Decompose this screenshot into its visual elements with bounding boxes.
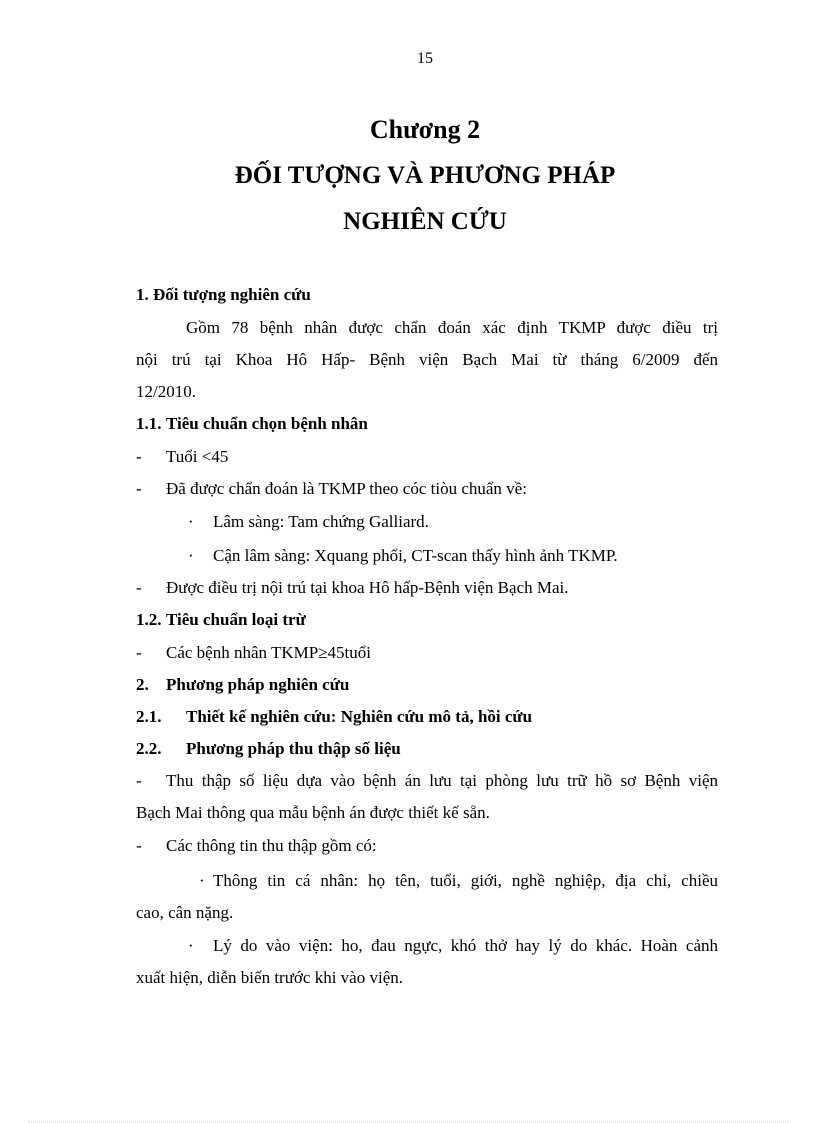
section-2-title: Phương pháp nghiên cứu bbox=[166, 675, 350, 694]
exclusion-item: Các bệnh nhân TKMP≥45tuổi bbox=[166, 643, 371, 662]
collected-info-intro: Các thông tin thu thập gồm có: bbox=[166, 836, 377, 855]
section-1-paragraph-line-3: 12/2010. bbox=[136, 382, 196, 401]
criteria-item-diagnosis: Đã được chẩn đoán là TKMP theo cóc tiòu chuẩn về: bbox=[166, 479, 527, 498]
bullet-dot: · bbox=[188, 512, 194, 531]
bullet-dash: - bbox=[136, 771, 142, 790]
section-1-1-number: 1.1. bbox=[136, 414, 162, 433]
section-2-1-number: 2.1. bbox=[136, 707, 162, 726]
section-1-heading: 1. Đối tượng nghiên cứu bbox=[136, 285, 311, 304]
bullet-dot: · bbox=[199, 871, 205, 890]
section-2-2-number: 2.2. bbox=[136, 739, 162, 758]
page-number: 15 bbox=[417, 50, 433, 67]
bullet-dash: - bbox=[136, 479, 142, 498]
section-1-2-title: Tiêu chuẩn loại trừ bbox=[166, 610, 306, 629]
criteria-item-age: Tuổi <45 bbox=[166, 447, 229, 466]
admission-reason-line-2: xuất hiện, diễn biến trước khi vào viện. bbox=[136, 968, 403, 987]
criteria-subitem-clinical: Lâm sàng: Tam chứng Galliard. bbox=[213, 512, 429, 531]
chapter-title-line-2: NGHIÊN CỨU bbox=[343, 208, 507, 235]
section-1-2-number: 1.2. bbox=[136, 610, 162, 629]
data-collection-line-1: Thu thập số liệu dựa vào bệnh án lưu tại phòng lưu trữ hồ sơ Bệnh viện bbox=[166, 771, 718, 790]
admission-reason-line-1: Lý do vào viện: ho, đau ngực, khó thở hay lý do khác. Hoàn cảnh bbox=[213, 936, 718, 955]
section-1-paragraph-line-1: Gồm 78 bệnh nhân được chẩn đoán xác định TKMP được điều trị bbox=[186, 318, 718, 337]
chapter-title-line-1: ĐỐI TƯỢNG VÀ PHƯƠNG PHÁP bbox=[234, 162, 616, 189]
section-2-number: 2. bbox=[136, 675, 149, 694]
data-collection-line-2: Bạch Mai thông qua mẫu bệnh án được thiết kế sẵn. bbox=[136, 803, 490, 822]
criteria-subitem-paraclinical: Cận lâm sàng: Xquang phổi, CT-scan thấy hình ảnh TKMP. bbox=[213, 546, 618, 565]
section-1-1-title: Tiêu chuẩn chọn bệnh nhân bbox=[166, 414, 368, 433]
section-2-1-title: Thiết kế nghiên cứu: Nghiên cứu mô tả, hồi cứu bbox=[186, 707, 533, 726]
bullet-dash: - bbox=[136, 578, 142, 597]
personal-info-line-2: cao, cân nặng. bbox=[136, 903, 234, 922]
section-1-paragraph-line-2: nội trú tại Khoa Hô Hấp- Bệnh viện Bạch Mai từ tháng 6/2009 đến bbox=[136, 350, 718, 369]
personal-info-line-1: Thông tin cá nhân: họ tên, tuổi, giới, nghề nghiệp, địa chỉ, chiều bbox=[213, 871, 718, 890]
chapter-heading: Chương 2 bbox=[369, 115, 481, 144]
section-2-2-title: Phương pháp thu thập số liệu bbox=[186, 739, 401, 758]
bullet-dash: - bbox=[136, 836, 142, 855]
bullet-dash: - bbox=[136, 447, 142, 466]
bullet-dash: - bbox=[136, 643, 142, 662]
criteria-item-treatment: Được điều trị nội trú tại khoa Hô hấp-Bệnh viện Bạch Mai. bbox=[166, 578, 569, 597]
bullet-dot: · bbox=[188, 546, 194, 565]
bullet-dot: · bbox=[188, 936, 194, 955]
